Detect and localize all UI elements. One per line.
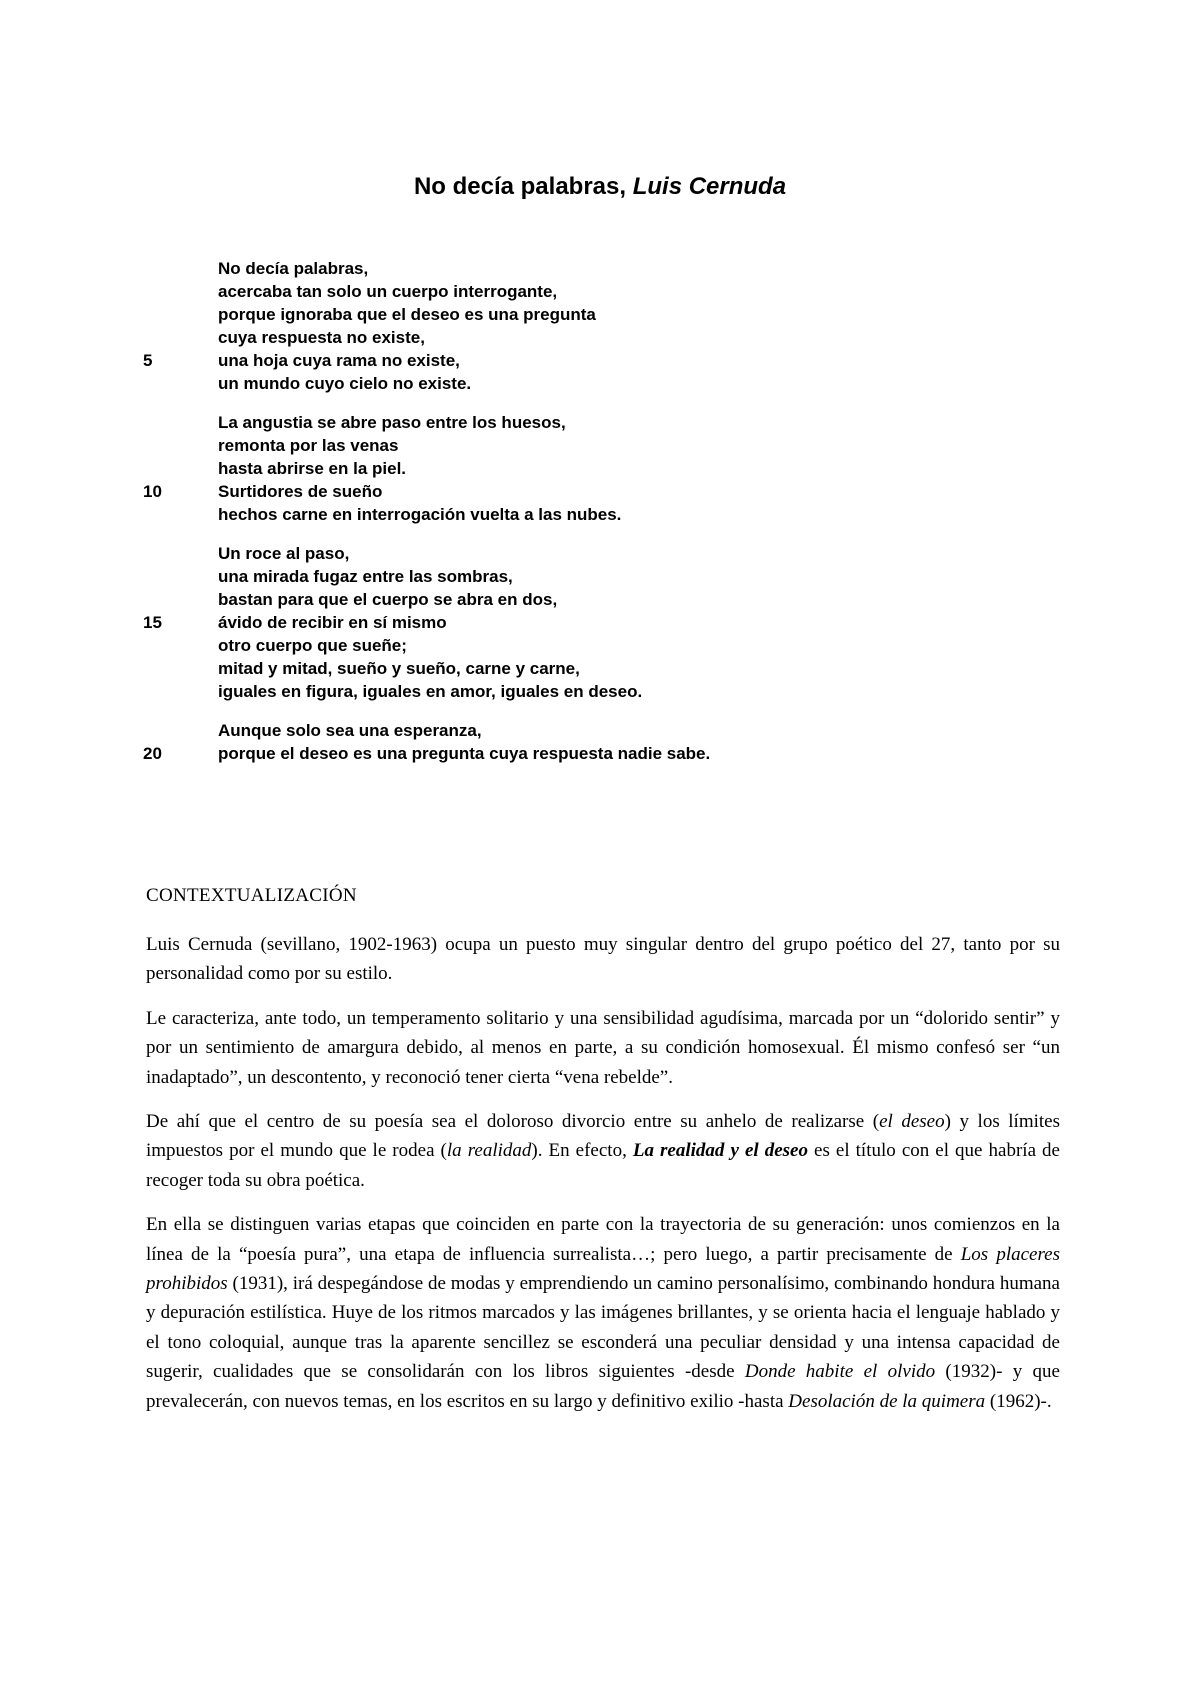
poem-line (143, 719, 1043, 742)
book-title: Desolación de la quimera (788, 1390, 986, 1412)
paragraph-text: ) y los límites impuestos por el mundo que le rodea ( (146, 1111, 1060, 1162)
italic-term: la realidad (446, 1140, 532, 1162)
poem-line (143, 280, 1043, 303)
book-title: La realidad y el deseo (632, 1140, 808, 1162)
line-text: porque el deseo es una pregunta cuya respuesta nadie sabe. (218, 744, 711, 763)
paragraph-text: De ahí que el centro de su poesía sea el doloroso divorcio entre su anhelo de realizarse ( (146, 1111, 880, 1133)
line-text: Aunque solo sea una esperanza, (218, 721, 482, 740)
poem-line (143, 503, 1043, 526)
poem-line (143, 257, 1043, 280)
line-text: ávido de recibir en sí mismo (218, 613, 447, 632)
line-text: una hoja cuya rama no existe, (218, 351, 460, 370)
poem-line (143, 303, 1043, 326)
page-title (0, 172, 1200, 202)
line-number: 20 (143, 744, 162, 763)
poem-line (143, 742, 1043, 765)
poem-line (143, 657, 1043, 680)
poem (143, 257, 1043, 781)
book-title: Los placeres prohibidos (146, 1243, 1060, 1295)
line-text: iguales en figura, iguales en amor, iguales en deseo. (218, 682, 643, 701)
paragraph (146, 1210, 1060, 1416)
paragraph (146, 1107, 1060, 1195)
line-text: Surtidores de sueño (218, 482, 383, 501)
line-number: 15 (143, 613, 162, 632)
line-number: 5 (143, 351, 153, 370)
italic-term: el deseo (879, 1111, 945, 1133)
line-text: bastan para que el cuerpo se abra en dos, (218, 590, 558, 609)
paragraph-text: (1931), irá despegándose de modas y emprendiendo un camino personalísimo, combinando hondura humana y depuración estilística. Huye de los ritmos marcados y las imágenes brillantes, y se orienta hacia el lenguaje hablado y el tono coloquial, aunque tras la aparente sencillez se esconderá una peculiar densidad y una intensa capacidad de sugerir, cualidades que se consolidarán con los libros siguientes -desde (146, 1273, 1060, 1383)
book-title: Donde habite el olvido (744, 1361, 936, 1383)
line-text: No decía palabras, (218, 259, 369, 278)
poem-line (143, 565, 1043, 588)
title-author: Luis Cernuda (632, 173, 787, 200)
paragraph-text: ). En efecto, (531, 1140, 633, 1162)
line-text: hechos carne en interrogación vuelta a las nubes. (218, 505, 622, 524)
title-main: No decía palabras, (413, 173, 633, 200)
line-text: porque ignoraba que el deseo es una pregunta (218, 305, 596, 324)
line-number: 10 (143, 482, 162, 501)
poem-stanza (143, 542, 1043, 703)
body-text (146, 930, 1060, 1431)
paragraph-text: En ella se distinguen varias etapas que coinciden en parte con la trayectoria de su generación: unos comienzos en la línea de la “poesía pura”, una etapa de influencia surrealista…; pero luego, a partir precisamente de (146, 1214, 1060, 1265)
poem-line (143, 411, 1043, 434)
poem-line (143, 457, 1043, 480)
line-text: mitad y mitad, sueño y sueño, carne y carne, (218, 659, 580, 678)
poem-line (143, 326, 1043, 349)
line-text: una mirada fugaz entre las sombras, (218, 567, 513, 586)
paragraph: Luis Cernuda (sevillano, 1902-1963) ocupa un puesto muy singular dentro del grupo poético del 27, tanto por su personalidad como por su estilo. (146, 934, 1060, 985)
section-heading: CONTEXTUALIZACIÓN (146, 885, 357, 906)
poem-stanza (143, 719, 1043, 765)
poem-line (143, 588, 1043, 611)
paragraph: Le caracteriza, ante todo, un temperamento solitario y una sensibilidad agudísima, marcada por un “dolorido sentir” y por un sentimiento de amargura debido, al menos en parte, a su condición homosexual. Él mismo confesó ser “un inadaptado”, un descontento, y reconoció tener cierta “vena rebelde”. (146, 1007, 1060, 1088)
poem-line (143, 349, 1043, 372)
line-text: otro cuerpo que sueñe; (218, 636, 407, 655)
line-text: La angustia se abre paso entre los huesos, (218, 413, 566, 432)
poem-line (143, 680, 1043, 703)
poem-line (143, 372, 1043, 395)
line-text: un mundo cuyo cielo no existe. (218, 374, 472, 393)
poem-line (143, 634, 1043, 657)
paragraph-text: es el título con el que habría de recoger toda su obra poética. (146, 1140, 1060, 1191)
poem-stanza (143, 411, 1043, 526)
line-text: cuya respuesta no existe, (218, 328, 425, 347)
paragraph-text: (1962)-. (985, 1390, 1052, 1412)
line-text: acercaba tan solo un cuerpo interrogante, (218, 282, 558, 301)
poem-line (143, 542, 1043, 565)
poem-stanza (143, 257, 1043, 395)
poem-line (143, 434, 1043, 457)
poem-line (143, 480, 1043, 503)
line-text: hasta abrirse en la piel. (218, 459, 407, 478)
poem-line (143, 611, 1043, 634)
line-text: remonta por las venas (218, 436, 399, 455)
line-text: Un roce al paso, (218, 544, 350, 563)
paragraph-text: (1932)- y que prevalecerán, con nuevos temas, en los escritos en su largo y definitivo exilio -hasta (146, 1361, 1060, 1412)
